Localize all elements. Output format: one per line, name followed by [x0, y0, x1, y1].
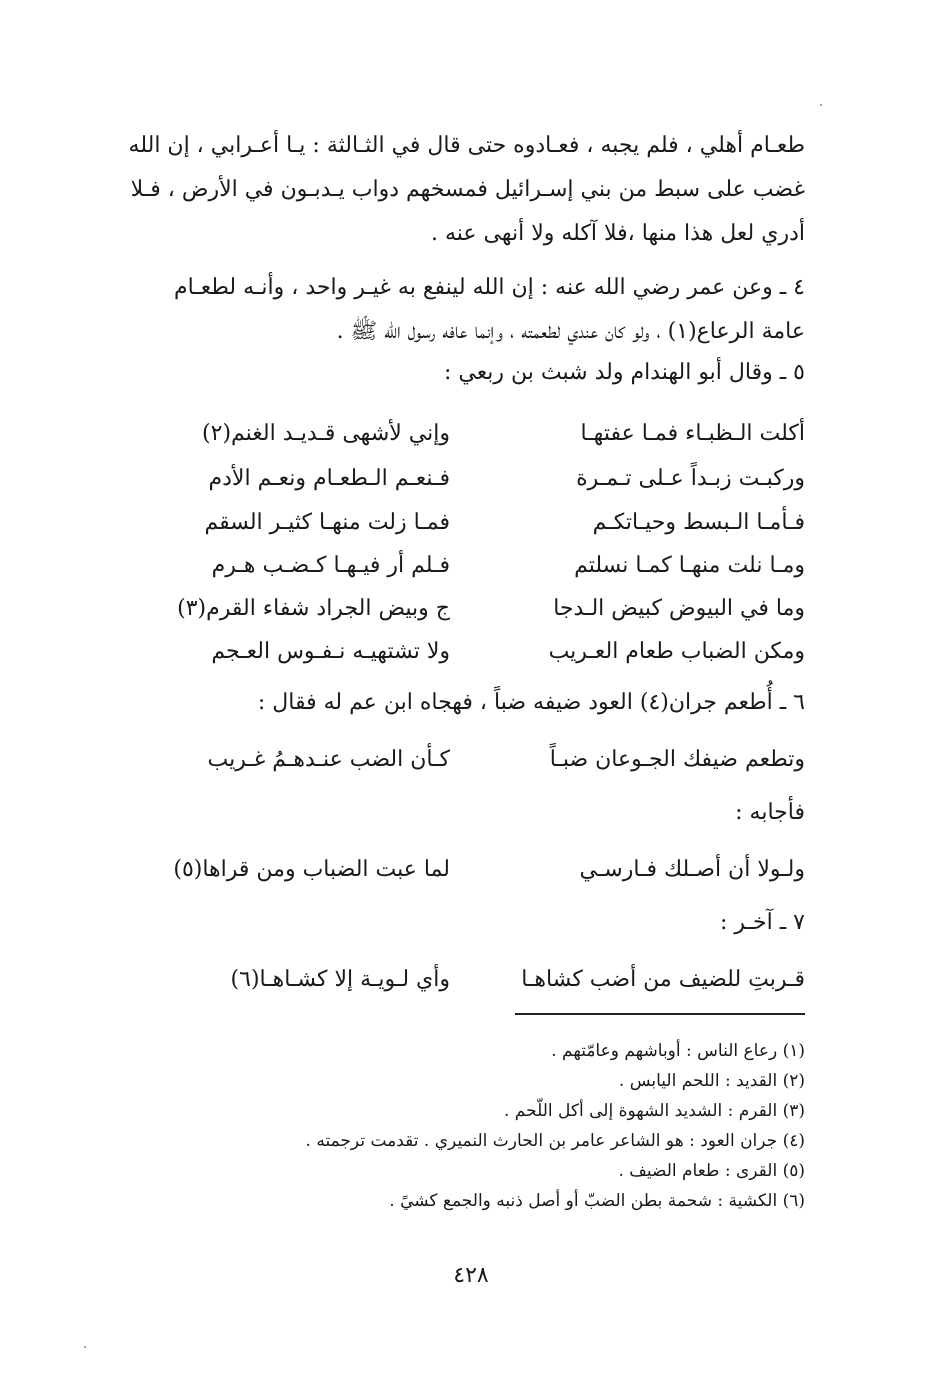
first-hemistich: وركبـت زبـداً عـلى تـمـرة [576, 466, 805, 491]
text-line: ٤ ـ وعن عمر رضي الله عنه : إن الله لينفع به غيـر واحد ، وأنـه لطعـام [174, 275, 805, 300]
footnote: (٤) جران العود : هو الشاعر عامر بن الحارث النميري . تقدمت ترجمته . [305, 1131, 805, 1151]
text-line: طعـام أهلي ، فلم يجبه ، فعـادوه حتى قال في الثـالثة : يـا أعـرابي ، إن الله [128, 133, 805, 158]
poem-5-verse-4 [160, 546, 805, 586]
text-line: عامة الرعاع(١) ، ولو كان عندي لطعمته ، وإنما عافه رسول الله ﷺ . [336, 319, 805, 344]
footnote: (٥) القرى : طعام الضيف . [618, 1161, 805, 1181]
scan-speck [84, 1346, 86, 1348]
poem-5-verse-1 [160, 414, 805, 454]
poem-5-verse-3 [160, 503, 805, 543]
second-hemistich: لما عبت الضباب ومن قراها(٥) [173, 857, 450, 882]
first-hemistich: وما في البيوض كبيض الـدجا [553, 596, 805, 621]
first-hemistich: أكلت الـظبـاء فمـا عفتهـا [580, 421, 805, 446]
item-7-heading: ٧ ـ آخـر : [720, 910, 805, 935]
text-line: أدري لعل هذا منها ،فلا آكله ولا أنهى عنه . [430, 221, 805, 246]
first-hemistich: قـربتِ للضيف من أضب كشاهـا [521, 967, 805, 992]
second-hemistich: فـلم أر فيـهـا كـضـب هـرم [211, 553, 450, 578]
scan-speck [820, 104, 822, 106]
paragraph-4 [100, 266, 805, 354]
page-number: ٤٢٨ [453, 1263, 489, 1288]
second-hemistich: فمـا زلت منهـا كثيـر السقم [204, 510, 450, 535]
poem-6-verse [160, 740, 805, 780]
poem-5-verse-5 [160, 589, 805, 629]
text-line: غضب على سبط من بني إسـرائيل فمسخهم دواب يـدبـون في الأرض ، فـلا [130, 177, 805, 202]
poem-6-reply-verse [160, 850, 805, 890]
footnote-separator [515, 1013, 805, 1015]
poem-5-verse-2 [160, 459, 805, 499]
second-hemistich: وأي لـويـة إلا كشـاهـا(٦) [230, 967, 450, 992]
second-hemistich: كـأن الضب عنـدهـمُ غـريب [207, 747, 450, 772]
footnotes [306, 1036, 805, 1216]
footnote: (٢) القديد : اللحم اليابس . [618, 1071, 805, 1091]
item-5-heading: ٥ ـ وقال أبو الهندام ولد شبث بن ربعي : [443, 360, 805, 385]
poem-7-verse [160, 960, 805, 1000]
item-6-heading: ٦ ـ أُطعم جران(٤) العود ضيفه ضباً ، فهجاه ابن عم له فقال : [257, 690, 805, 715]
first-hemistich: ومـا نلت منهـا كمـا نسلتم [574, 553, 805, 578]
footnote: (٦) الكشية : شحمة بطن الضبّ أو أصل ذنبه والجمع كشيً . [389, 1191, 805, 1211]
first-hemistich: ولـولا أن أصـلك فـارسـي [579, 857, 805, 882]
first-hemistich: وتطعم ضيفك الجـوعان ضبـاً [549, 747, 805, 772]
footnote: (١) رعاع الناس : أوباشهم وعامّتهم . [551, 1041, 805, 1061]
second-hemistich: ج وبيض الجراد شفاء القرم(٣) [177, 596, 450, 621]
answer-label: فأجابه : [735, 800, 805, 825]
paragraph-3-continuation [100, 124, 805, 256]
second-hemistich: فـنعـم الـطعـام ونعـم الأدم [208, 466, 450, 491]
first-hemistich: فـأمـا الـبسط وحيـاتكـم [592, 510, 805, 535]
second-hemistich: وإني لأشهى قـديـد الغنم(٢) [202, 421, 450, 446]
poem-5-verse-6 [160, 632, 805, 672]
first-hemistich: ومكن الضباب طعام العـريب [548, 639, 805, 664]
second-hemistich: ولا تشتهيـه نـفـوس العـجم [211, 639, 450, 664]
footnote: (٣) القرم : الشديد الشهوة إلى أكل اللّحم . [503, 1101, 805, 1121]
